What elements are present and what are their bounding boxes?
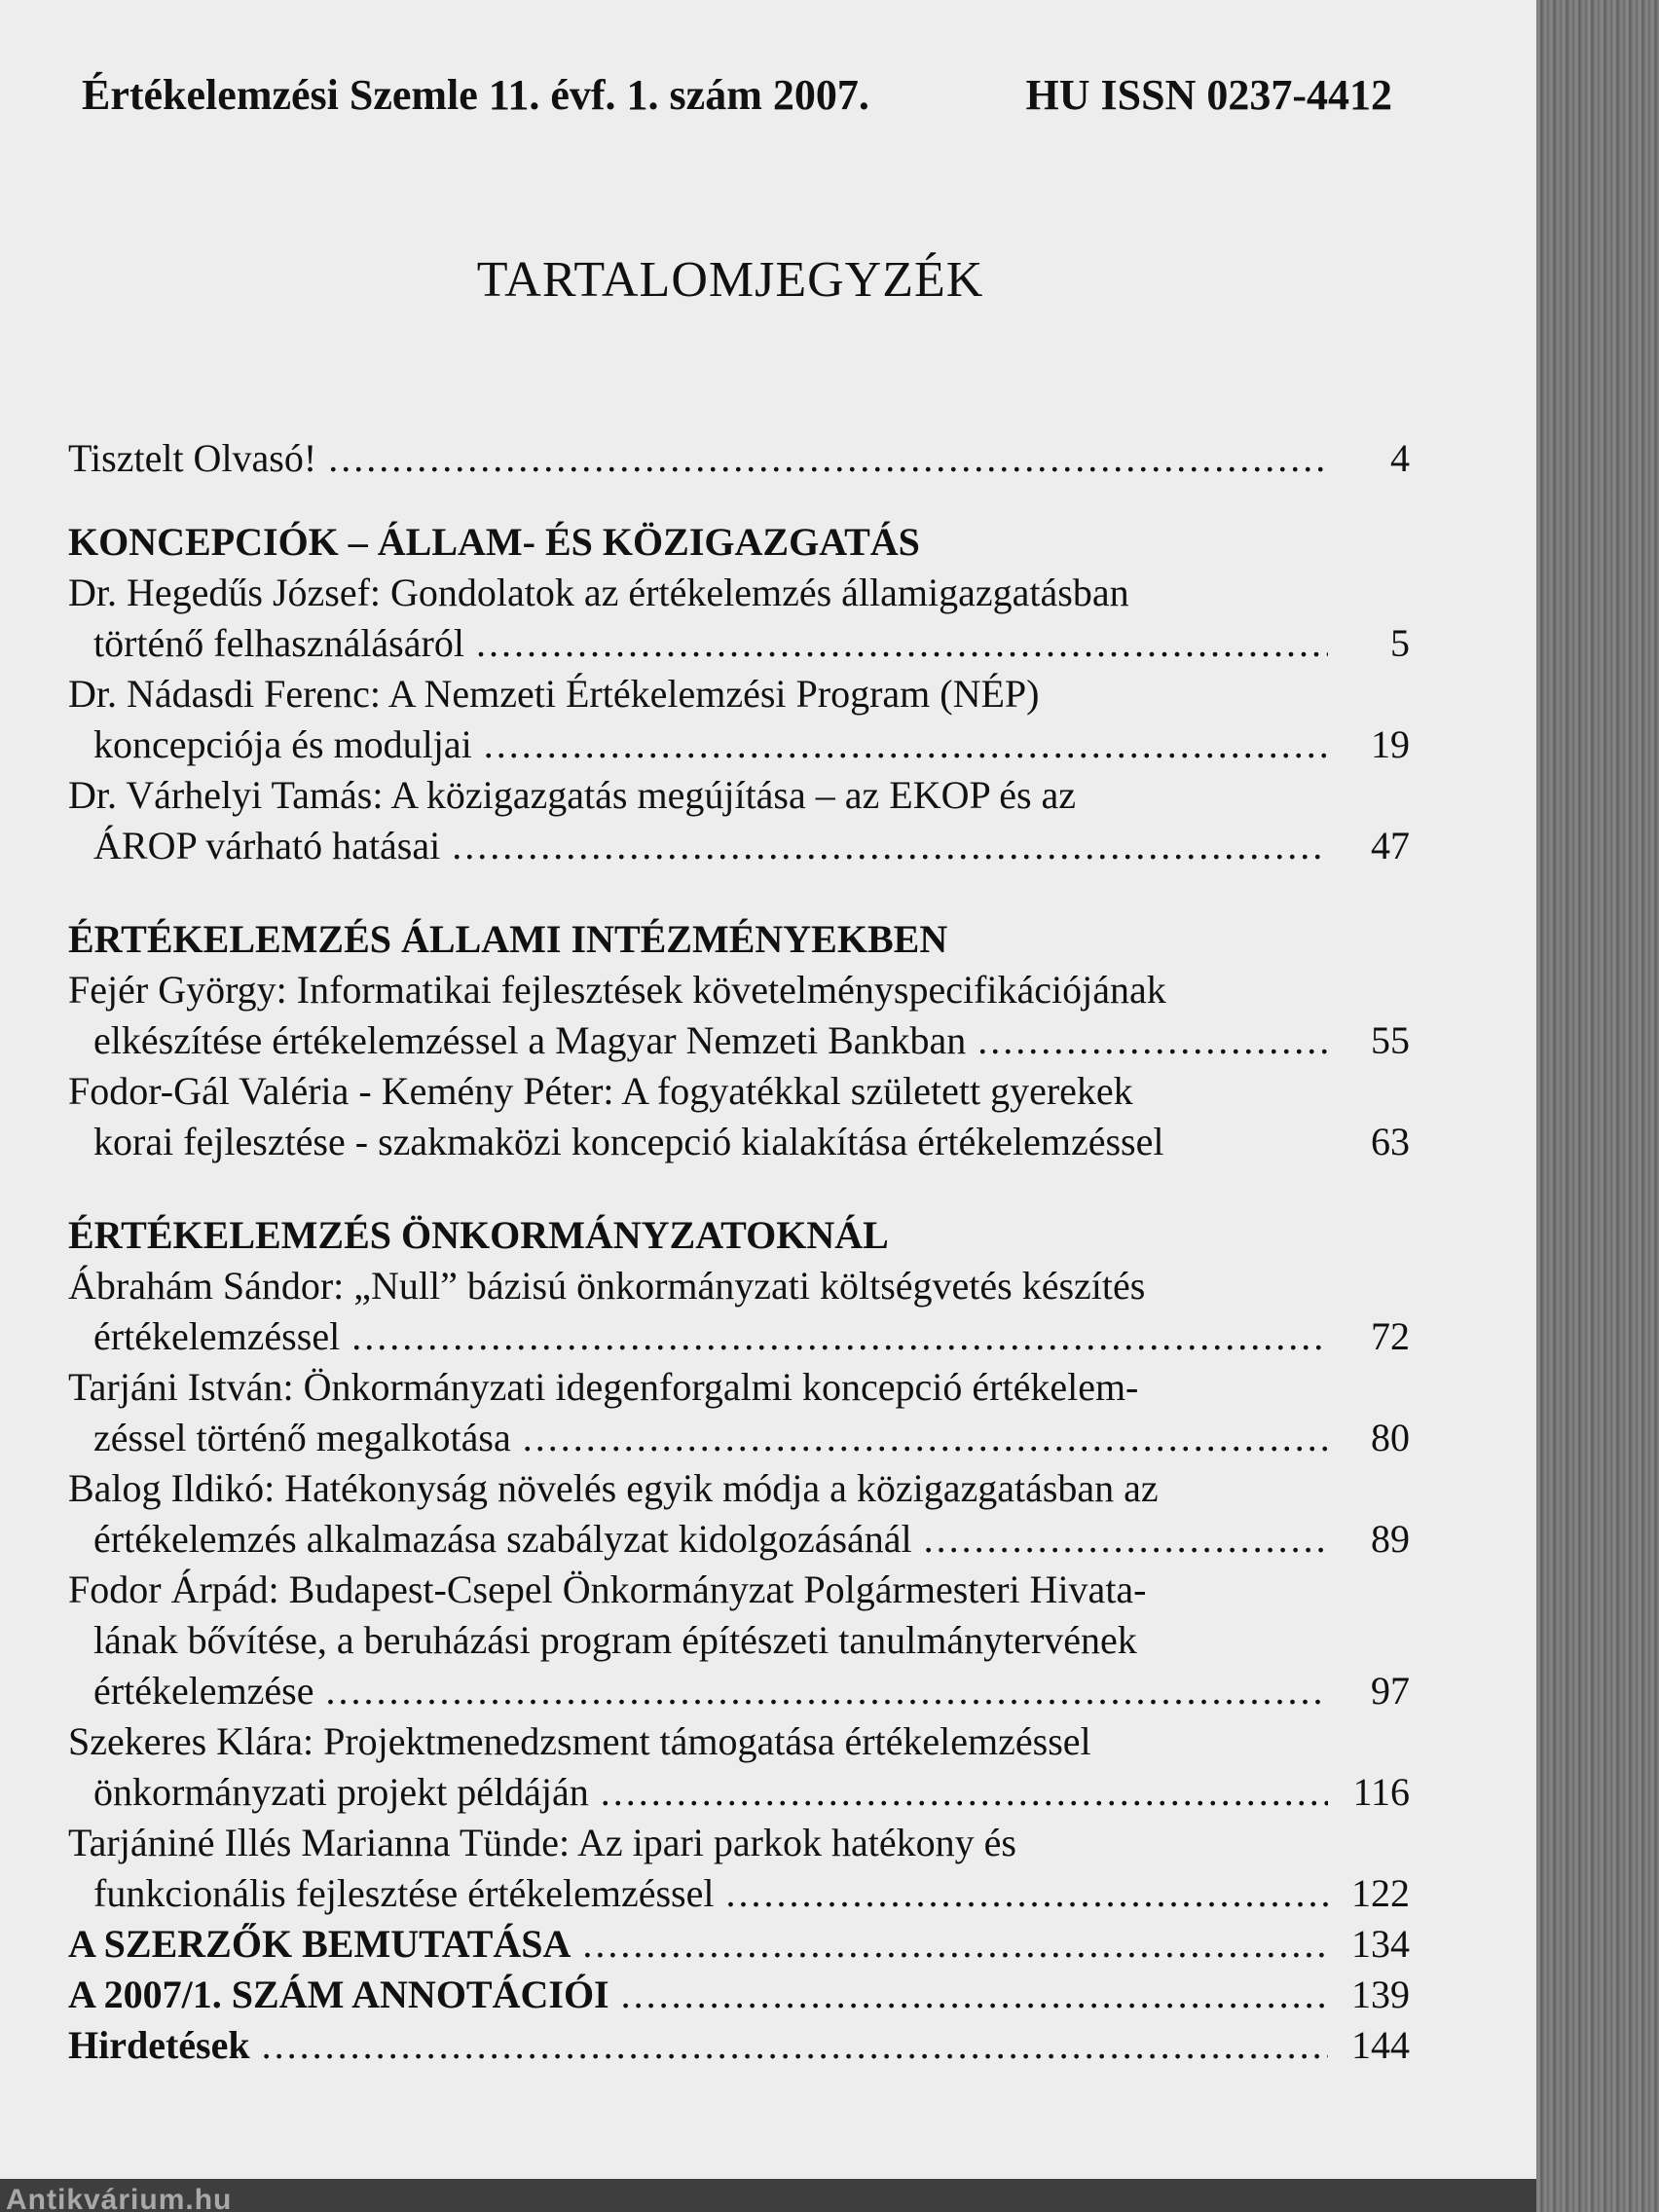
page-number: 80 (1371, 1416, 1410, 1459)
dot-leader (621, 1970, 1328, 2020)
toc-entry (68, 669, 1410, 770)
dot-leader (484, 719, 1328, 770)
page-number: 63 (1371, 1120, 1410, 1163)
dot-leader (924, 1514, 1328, 1565)
toc-entry-title: A SZERZŐK BEMUTATÁSA (68, 1922, 571, 1966)
toc-entry-title-cont: értékelemzéssel (93, 1314, 341, 1358)
toc-entry-title-cont: elkészítése értékelemzéssel a Magyar Nemzeti Bankban (93, 1018, 967, 1062)
page-number: 139 (1351, 1972, 1410, 2016)
page-number: 4 (1390, 436, 1410, 480)
toc-entry-title-cont: értékelemzése (93, 1669, 314, 1713)
toc-entry-title-cont: lának bővítése, a beruházási program építészeti tanulmánytervének (93, 1618, 1137, 1662)
section-heading: KONCEPCIÓK – ÁLLAM- ÉS KÖZIGAZGATÁS (68, 520, 920, 564)
page-number: 19 (1371, 722, 1410, 766)
toc-entry-title-cont: koncepciója és moduljai (93, 722, 472, 766)
toc-entry-title-cont: zéssel történő megalkotása (93, 1416, 511, 1459)
journal-header (82, 70, 1392, 120)
toc-entry-title: Dr. Nádasdi Ferenc: A Nemzeti Értékelemzési Program (NÉP) (68, 672, 1040, 716)
dot-leader (262, 2020, 1328, 2071)
toc-entry (68, 1565, 1410, 1716)
toc-entry (68, 1818, 1410, 1919)
toc-entry (68, 568, 1410, 669)
page-number: 55 (1371, 1018, 1410, 1062)
page-number: 89 (1371, 1517, 1410, 1561)
toc-entry-title: Dr. Hegedűs József: Gondolatok az értékelemzés államigazgatásban (68, 571, 1129, 614)
toc-entry (68, 770, 1410, 871)
page-number: 122 (1351, 1871, 1410, 1915)
page-number: 97 (1371, 1669, 1410, 1713)
issn-number: HU ISSN 0237-4412 (1025, 71, 1392, 119)
dot-leader (523, 1413, 1328, 1463)
toc-entry-title-cont: ÁROP várható hatásai (93, 824, 441, 867)
toc-entry-title: Tisztelt Olvasó! (68, 436, 317, 480)
toc-entry-title: A 2007/1. SZÁM ANNOTÁCIÓI (68, 1972, 609, 2016)
page-number: 72 (1371, 1314, 1410, 1358)
toc-entry-annotations (68, 1970, 1410, 2020)
dot-leader (476, 618, 1328, 669)
watermark: Antikvárium.hu (6, 2184, 233, 2212)
section-heading: ÉRTÉKELEMZÉS ÁLLAMI INTÉZMÉNYEKBEN (68, 917, 948, 961)
toc-entry-title-cont: önkormányzati projekt példáján (93, 1770, 589, 1814)
toc-entry-title: Ábrahám Sándor: „Null” bázisú önkormányzati költségvetés készítés (68, 1264, 1146, 1308)
toc-entry-title: Hirdetések (68, 2023, 250, 2067)
dot-leader (601, 1767, 1328, 1818)
toc-entry-title: Fejér György: Informatikai fejlesztések követelményspecifikációjának (68, 968, 1166, 1012)
toc-entry-title-cont: korai fejlesztése - szakmaközi koncepció kialakítása értékelemzéssel (93, 1120, 1164, 1163)
journal-citation: Értékelemzési Szemle 11. évf. 1. szám 2007. (82, 71, 869, 119)
toc-entry-ads (68, 2020, 1410, 2071)
toc-entry (68, 1261, 1410, 1362)
toc-entry (68, 965, 1410, 1066)
page-number: 5 (1390, 621, 1410, 665)
page-number: 134 (1351, 1922, 1410, 1966)
dot-leader (452, 821, 1328, 871)
toc-entry-title-cont: történő felhasználásáról (93, 621, 464, 665)
toc-entry-title: Tarjániné Illés Marianna Tünde: Az ipari parkok hatékony és (68, 1821, 1016, 1864)
toc-entry-title-cont: funkcionális fejlesztése értékelemzéssel (93, 1871, 715, 1915)
table-of-contents (68, 433, 1410, 2071)
dot-leader (582, 1919, 1328, 1970)
dot-leader (326, 1666, 1328, 1716)
page-number: 144 (1351, 2023, 1410, 2067)
toc-entry-title-cont: értékelemzés alkalmazása szabályzat kidolgozásánál (93, 1517, 912, 1561)
dot-leader (725, 1868, 1328, 1919)
page-title: TARTALOMJEGYZÉK (476, 252, 984, 308)
page-number: 47 (1371, 824, 1410, 867)
dot-leader (351, 1311, 1328, 1362)
toc-entry-title: Balog Ildikó: Hatékonyság növelés egyik módja a közigazgatásban az (68, 1466, 1159, 1510)
toc-entry (68, 1716, 1410, 1818)
toc-entry (68, 1362, 1410, 1463)
toc-entry-authors (68, 1919, 1410, 1970)
toc-entry-title: Szekeres Klára: Projektmenedzsment támogatása értékelemzéssel (68, 1719, 1091, 1763)
toc-entry (68, 1463, 1410, 1565)
page-number: 116 (1352, 1770, 1410, 1814)
dot-leader (328, 433, 1328, 484)
toc-entry-title: Tarjáni István: Önkormányzati idegenforgalmi koncepció értékelem- (68, 1365, 1139, 1409)
section-heading: ÉRTÉKELEMZÉS ÖNKORMÁNYZATOKNÁL (68, 1213, 889, 1257)
toc-entry-intro (68, 433, 1410, 484)
toc-entry-title: Fodor-Gál Valéria - Kemény Péter: A fogyatékkal született gyerekek (68, 1069, 1133, 1113)
book-page-edges (1536, 0, 1659, 2212)
toc-entry-title: Fodor Árpád: Budapest-Csepel Önkormányzat Polgármesteri Hivata- (68, 1567, 1147, 1611)
toc-entry (68, 1066, 1410, 1167)
toc-entry-title: Dr. Várhelyi Tamás: A közigazgatás megújítása – az EKOP és az (68, 773, 1077, 817)
dot-leader (977, 1015, 1328, 1066)
